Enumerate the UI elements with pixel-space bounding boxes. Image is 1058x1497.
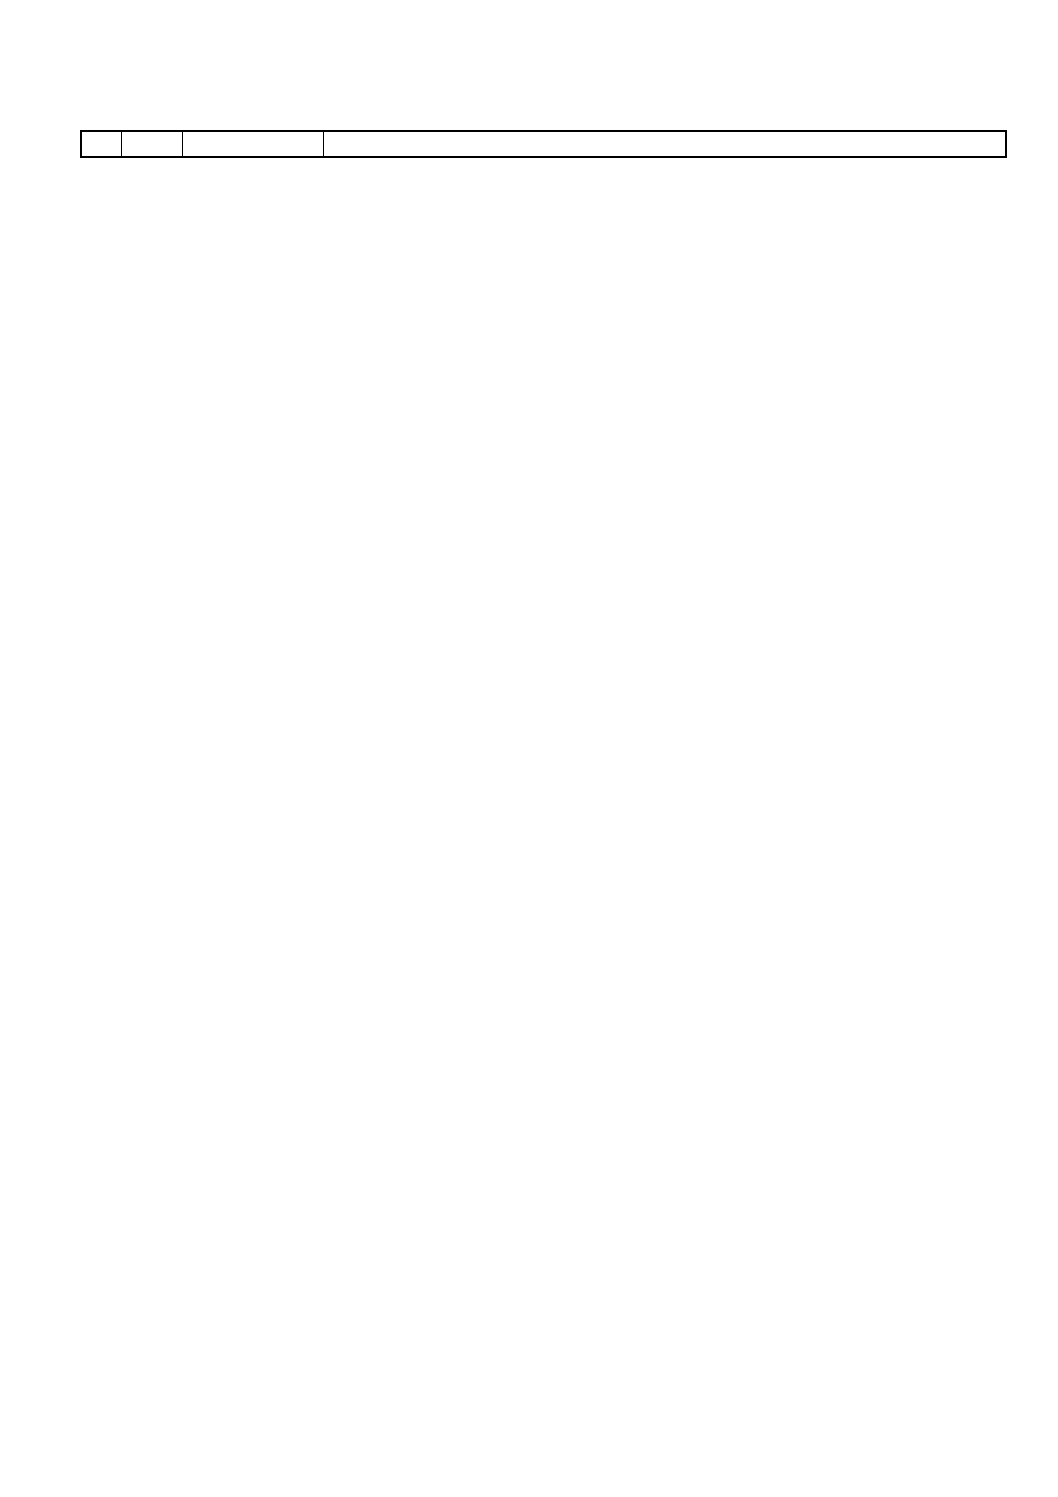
header-cell [182,131,323,157]
header-cell [81,131,121,157]
results-table [80,130,1007,158]
header-row-top [81,131,1006,157]
header-cell [121,131,182,157]
